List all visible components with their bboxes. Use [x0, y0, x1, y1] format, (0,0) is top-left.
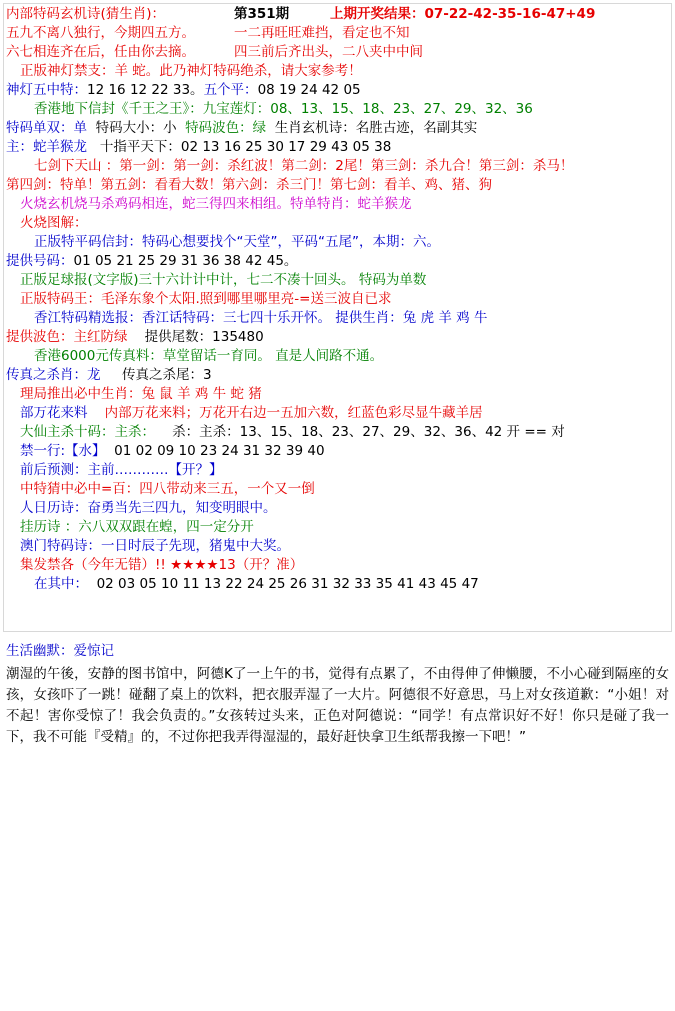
- line-segment: 香港6000元传真料：草堂留话一育同。 直是人间路不通。: [34, 348, 384, 364]
- poem-line-2b: 四三前后齐出头，二八夹中中间: [234, 44, 423, 60]
- poem-row-2: [6, 43, 669, 62]
- line-segment: 01 02 09 10 23 24 31 32 39 40: [105, 443, 325, 459]
- forecast-line: [6, 328, 669, 347]
- line-segment: 十指平天下：: [87, 139, 181, 155]
- forecast-line: [6, 233, 669, 252]
- line-segment: 特码单双：单: [6, 120, 87, 136]
- line-segment: 正版特平码信封：特码心想要找个“天堂”，平码“五尾”，本期：六。: [34, 234, 440, 250]
- forecast-line: [6, 385, 669, 404]
- line-segment: 香江特码精选报：香江话特码：三七四十乐开怀。 提供生肖：兔 虎 羊 鸡 牛: [34, 310, 488, 326]
- line-segment: 传真之杀肖：龙: [6, 367, 101, 383]
- forecast-line: [6, 81, 669, 100]
- header-row: [6, 5, 669, 24]
- line-segment: 02 13 16 25 30 17 29 43 05 38: [180, 139, 392, 155]
- line-segment: 杀：主杀：13、15、18、23、27、29、32、36、42 开 == 对: [155, 424, 565, 440]
- forecast-line: [6, 290, 669, 309]
- poem-line-2a: 六七相连齐在后，任由你去摘。: [6, 44, 195, 60]
- header-result-value: 07-22-42-35-16-47+49: [424, 6, 596, 22]
- line-segment: 中特猜中必中=百：四八带动来三五，一个又一倒: [20, 481, 315, 497]
- lottery-content: [6, 5, 669, 594]
- line-segment: 禁一行:【水】: [20, 443, 106, 459]
- line-segment: 在其中：: [34, 576, 88, 592]
- line-segment: 五个平：: [203, 82, 258, 98]
- forecast-line: [6, 271, 669, 290]
- line-segment: 澳门特码诗：一日时辰子先现，猪鬼中大奖。: [20, 538, 290, 554]
- forecast-line: [6, 252, 669, 271]
- line-segment: 内部万花来料；万花开右边一五加六数，红蓝色彩尽显牛藏羊居: [87, 405, 483, 421]
- line-segment: 正版特码王：毛泽东象个太阳.照到哪里哪里亮-=送三波自已求: [20, 291, 392, 307]
- line-segment: 人日历诗：奋勇当先三四九，知变明眼中。: [20, 500, 277, 516]
- forecast-line: [6, 537, 669, 556]
- forecast-line: [6, 518, 669, 537]
- line-segment: 集发禁各（今年无错）!! ★★★★13（开？准）: [20, 557, 304, 573]
- line-segment: 提供号码：: [6, 253, 74, 269]
- forecast-line: [6, 100, 669, 119]
- story-section: [6, 641, 669, 748]
- line-segment: 提供波色：主红防绿: [6, 329, 128, 345]
- line-segment: 主：蛇羊猴龙: [6, 139, 87, 155]
- forecast-line: [6, 423, 669, 442]
- forecast-line: [6, 195, 669, 214]
- story-body: 潮湿的午後，安静的图书馆中，阿德K了一上午的书，觉得有点累了，不由得伸了伸懒腰，不小心碰到隔座的女孩，女孩吓了一跳！碰翻了桌上的饮料，把衣服弄湿了一大片。阿德很不好意思，马上对女孩道歉：“小姐！对不起！害你受惊了！我会负责的。”女孩转过头来，正色对阿德说：“同学！有点常识好不好！你只是碰了我一下，我不可能『受精』的，不过你把我弄得湿湿的，最好赶快拿卫生纸帮我擦一下吧！”: [6, 666, 669, 745]
- line-segment: 12 16 12 22 33。: [87, 82, 204, 98]
- line-segment: 特码大小：小: [87, 120, 177, 136]
- forecast-line: [6, 309, 669, 328]
- forecast-line: [6, 157, 669, 176]
- forecast-line: [6, 499, 669, 518]
- line-segment: 挂历诗 ：六八双双跟在蝗，四一定分开: [20, 519, 254, 535]
- line-segment: 神灯五中特：: [6, 82, 87, 98]
- poem-line-1a: 五九不离八独行，今期四五方。: [6, 25, 195, 41]
- forecast-line: [6, 480, 669, 499]
- line-segment: 火烧玄机烧马杀鸡码相连，蛇三得四来相组。特单特肖：蛇羊猴龙: [20, 196, 412, 212]
- forecast-lines: [6, 62, 669, 594]
- forecast-line: [6, 138, 669, 157]
- header-result-label: 上期开奖结果：: [330, 6, 425, 22]
- header-left-title: 内部特码玄机诗(猜生肖)：: [6, 6, 166, 22]
- line-segment: 理局推出必中生肖：兔 鼠 羊 鸡 牛 蛇 猪: [20, 386, 262, 402]
- line-segment: 前后预测：主前…………【开？】: [20, 462, 223, 478]
- line-segment: 香港地下信封《千王之王》：九宝莲灯：08、13、15、18、23、27、29、32、36: [34, 101, 533, 117]
- forecast-line: [6, 575, 669, 594]
- story-title: 生活幽默：爱惊记: [6, 643, 114, 659]
- line-segment: 提供尾数：135480: [127, 329, 264, 345]
- line-segment: 特码波色：绿: [176, 120, 267, 136]
- forecast-line: [6, 214, 669, 233]
- line-segment: 七剑下天山 ：第一剑：第一剑：杀红波！第二剑：2尾！第三剑：杀九合！第三剑：杀马！: [34, 158, 574, 174]
- forecast-line: [6, 62, 669, 81]
- header-issue: 第351期: [234, 6, 290, 22]
- forecast-line: [6, 119, 669, 138]
- poem-line-1b: 一二再旺旺难挡，看定也不知: [234, 25, 410, 41]
- line-segment: 02 03 05 10 11 13 22 24 25 26 31 32 33 35 41 43 45 47: [88, 576, 479, 592]
- line-segment: 生肖玄机诗：名胜古迹，名副其实: [266, 120, 478, 136]
- line-segment: 正版神灯禁支：羊 蛇。此乃神灯特码绝杀，请大家参考！: [20, 63, 362, 79]
- forecast-line: [6, 366, 669, 385]
- line-segment: 传真之杀尾：3: [100, 367, 212, 383]
- forecast-line: [6, 442, 669, 461]
- line-segment: 08 19 24 42 05: [257, 82, 361, 98]
- poem-row-1: [6, 24, 669, 43]
- forecast-line: [6, 176, 669, 195]
- line-segment: 火烧图解：: [20, 215, 88, 231]
- header-result: [330, 5, 669, 24]
- forecast-line: [6, 556, 669, 575]
- line-segment: 第四剑：特单！第五剑：看看大数！第六剑：杀三门！第七剑：看羊、鸡、猪、狗: [6, 177, 492, 193]
- forecast-line: [6, 461, 669, 480]
- forecast-line: [6, 404, 669, 423]
- forecast-line: [6, 347, 669, 366]
- line-segment: 正版足球报(文字版)三十六计计中计，七二不凑十回头。 特码为单数: [20, 272, 427, 288]
- line-segment: 部万花来料: [20, 405, 88, 421]
- line-segment: 01 05 21 25 29 31 36 38 42 45。: [73, 253, 298, 269]
- line-segment: 大仙主杀十码：主杀：: [20, 424, 155, 440]
